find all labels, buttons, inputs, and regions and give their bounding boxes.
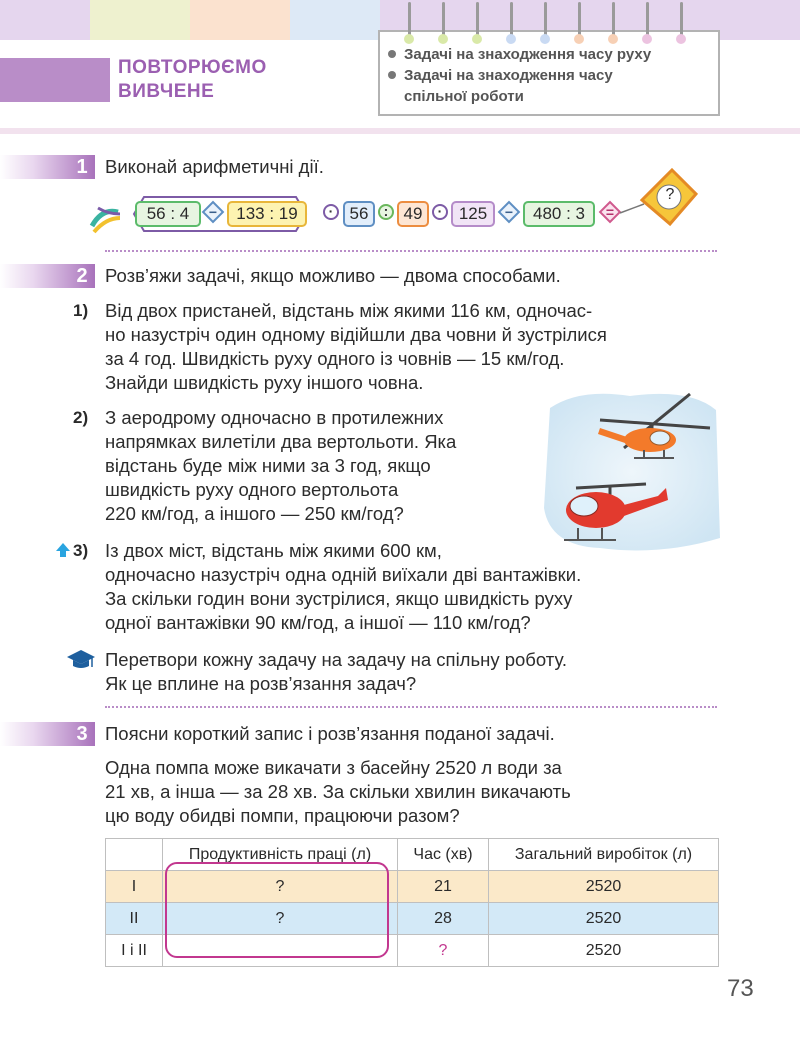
operator-circle: · bbox=[432, 204, 448, 220]
exercise-number: 2 bbox=[76, 265, 88, 287]
graduation-cap-icon bbox=[66, 648, 96, 670]
problem-text bbox=[105, 756, 571, 828]
ring-icon bbox=[574, 2, 584, 48]
table-header-cell: Загальний виробіток (л) bbox=[489, 839, 719, 871]
table-cell: 2520 bbox=[489, 903, 719, 935]
problem-text bbox=[105, 406, 456, 526]
header-band bbox=[0, 58, 110, 102]
color-strip-segment bbox=[190, 0, 290, 40]
ring-icon bbox=[404, 2, 414, 48]
problem-text bbox=[105, 299, 607, 395]
problem-text bbox=[105, 539, 581, 635]
expression-box: 133 : 19 bbox=[227, 201, 307, 227]
text-line: Від двох пристаней, відстань між якими 116 км, одночас- bbox=[105, 300, 593, 321]
text-line: напрямках вилетіли два вертольоти. Яка bbox=[105, 431, 457, 452]
page-number: 73 bbox=[727, 975, 754, 1002]
text-line: швидкість руху одного вертольота bbox=[105, 479, 399, 500]
ring-icon bbox=[642, 2, 652, 48]
operator: = bbox=[605, 204, 615, 220]
expression-box: 56 bbox=[343, 201, 375, 227]
table-header-cell: Час (хв) bbox=[398, 839, 489, 871]
bullet-icon bbox=[388, 71, 396, 79]
table-cell: I bbox=[106, 871, 163, 903]
topic-item: Задачі на знаходження часу руху bbox=[404, 46, 652, 63]
text-line: відстань буде між ними за 3 год, якщо bbox=[105, 455, 431, 476]
ring-icon bbox=[472, 2, 482, 48]
table-cell: 28 bbox=[398, 903, 489, 935]
table-cell: I i II bbox=[106, 935, 163, 967]
topic-item: спільної роботи bbox=[404, 88, 524, 105]
table-header-cell: Продуктивність праці (л) bbox=[163, 839, 398, 871]
page-title bbox=[118, 56, 267, 104]
topic-item: Задачі на знаходження часу bbox=[404, 67, 613, 84]
ring-icon bbox=[676, 2, 686, 48]
expression-box: 56 : 4 bbox=[135, 201, 201, 227]
bullet-icon bbox=[388, 50, 396, 58]
text-line: Як це вплине на розв’язання задач? bbox=[105, 673, 417, 694]
table-cell: 21 bbox=[398, 871, 489, 903]
operator-diamond bbox=[498, 201, 521, 224]
dotted-divider bbox=[105, 250, 717, 252]
color-strip-segment bbox=[290, 0, 380, 40]
ring-icon bbox=[506, 2, 516, 48]
text-line: Одна помпа може викачати з басейну 2520 л води за bbox=[105, 757, 562, 778]
divider bbox=[0, 128, 800, 134]
extra-task-text bbox=[105, 648, 567, 696]
text-line: но назустріч один одному відійшли два човни й зустрілися bbox=[105, 324, 607, 345]
text-line: Перетвори кожну задачу на задачу на спільну роботу. bbox=[105, 649, 567, 670]
exercise-number: 3 bbox=[76, 723, 88, 745]
exercise-instruction: Розв’яжи задачі, якщо можливо — двома способами. bbox=[105, 265, 561, 286]
table-cell: II bbox=[106, 903, 163, 935]
star-up-arrow-icon bbox=[54, 541, 72, 559]
table-header-cell bbox=[106, 839, 163, 871]
exercise-number: 1 bbox=[76, 156, 88, 178]
table-cell: 2520 bbox=[489, 935, 719, 967]
problem-label: 1) bbox=[73, 301, 89, 320]
text-line: 220 км/год, а іншого — 250 км/год? bbox=[105, 503, 404, 524]
text-line: одночасно назустріч одна одній виїхали дві вантажівки. bbox=[105, 564, 582, 585]
color-strip-segment bbox=[0, 0, 90, 40]
dotted-divider bbox=[105, 706, 717, 708]
text-line: З аеродрому одночасно в протилежних bbox=[105, 407, 444, 428]
text-line: Знайди швидкість руху іншого човна. bbox=[105, 372, 424, 393]
highlight-frame bbox=[165, 862, 389, 958]
text-line: за 4 год. Швидкість руху одного із човнів — 15 км/год. bbox=[105, 348, 565, 369]
table-cell: ? bbox=[163, 903, 398, 935]
problem-label: 2) bbox=[73, 408, 89, 427]
text-line: Із двох міст, відстань між якими 600 км, bbox=[105, 540, 442, 561]
exercise-instruction: Поясни короткий запис і розв’язання поданої задачі. bbox=[105, 723, 555, 744]
operator-circle: · bbox=[323, 204, 339, 220]
expression-box: 480 : 3 bbox=[523, 201, 595, 227]
ring-icon bbox=[438, 2, 448, 48]
operator: − bbox=[504, 204, 514, 220]
table-cell: 2520 bbox=[489, 871, 719, 903]
expression-box: 125 bbox=[451, 201, 495, 227]
ring-icon bbox=[540, 2, 550, 48]
result-placeholder: ? bbox=[665, 186, 675, 203]
text-line: 21 хв, а інша — за 28 хв. За скільки хвилин викачають bbox=[105, 781, 571, 802]
ring-icon bbox=[608, 2, 618, 48]
expression-box: 49 bbox=[397, 201, 429, 227]
table-cell: ? bbox=[163, 871, 398, 903]
helicopters-illustration bbox=[540, 388, 722, 558]
text-line: За скільки годин вони зустрілися, якщо швидкість руху bbox=[105, 588, 573, 609]
title-line: ВИВЧЕНЕ bbox=[118, 81, 215, 102]
operator: − bbox=[208, 204, 218, 220]
exercise-instruction: Виконай арифметичні дії. bbox=[105, 156, 324, 177]
color-strip-segment bbox=[90, 0, 190, 40]
title-line: ПОВТОРЮЄМО bbox=[118, 57, 267, 78]
text-line: одної вантажівки 90 км/год, а іншої — 110 км/год? bbox=[105, 612, 531, 633]
text-line: цю воду обидві помпи, працюючи разом? bbox=[105, 805, 460, 826]
topics-list bbox=[388, 44, 651, 107]
table-cell: ? bbox=[398, 935, 489, 967]
operator-circle: : bbox=[378, 204, 394, 220]
problem-label: 3) bbox=[73, 541, 89, 560]
